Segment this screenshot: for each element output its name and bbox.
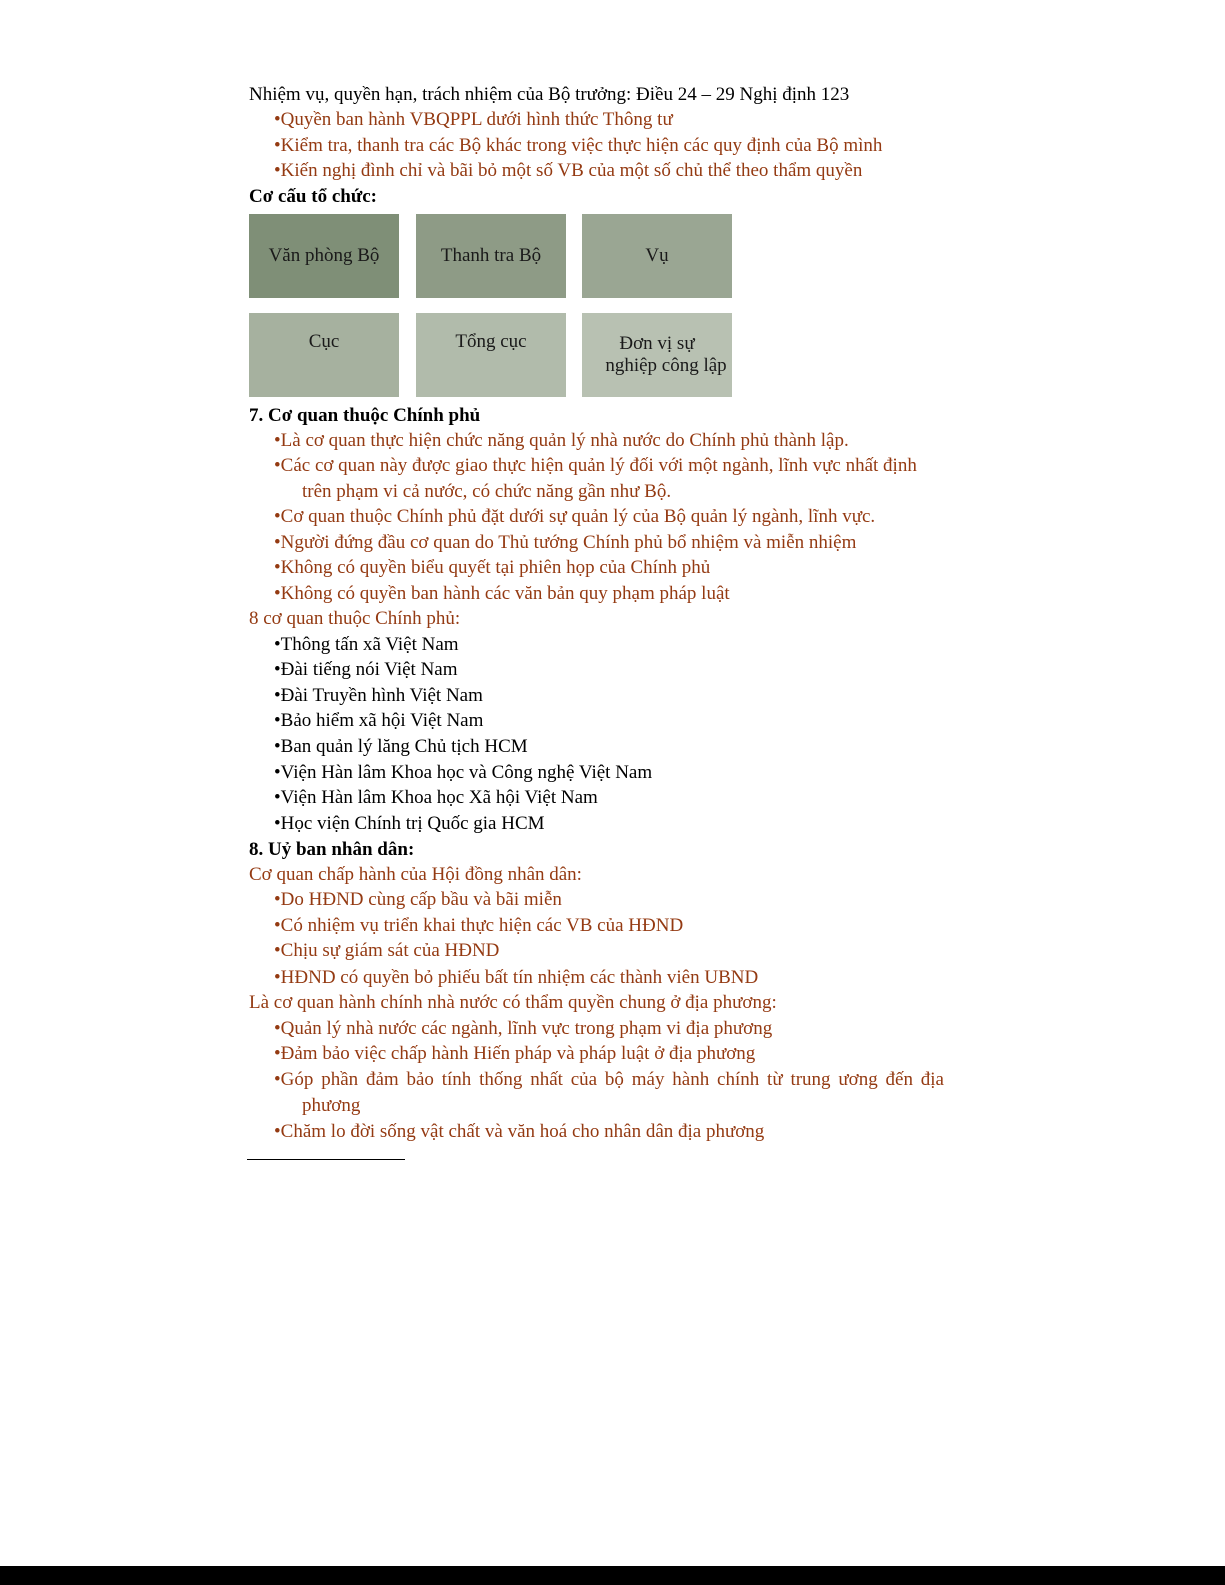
section-7-item: • Không có quyền biểu quyết tại phiên họp của Chính phủ [274, 556, 710, 580]
executive-item: • Có nhiệm vụ triển khai thực hiện các VB của HĐND [274, 914, 683, 938]
structure-title: Cơ cấu tổ chức: [249, 186, 377, 207]
agency-item: • Bảo hiểm xã hội Việt Nam [274, 709, 483, 733]
section-7-item-continuation: trên phạm vi cả nước, có chức năng gần như Bộ. [302, 481, 672, 502]
admin-item: • Chăm lo đời sống vật chất và văn hoá cho nhân dân địa phương [274, 1120, 764, 1144]
structure-box-cuc: Cục [249, 313, 399, 397]
structure-box-vu: Vụ [582, 214, 732, 298]
footnote-separator [247, 1159, 405, 1160]
admin-item: • Quản lý nhà nước các ngành, lĩnh vực trong phạm vi địa phương [274, 1017, 772, 1041]
section-7-item: • Cơ quan thuộc Chính phủ đặt dưới sự quản lý của Bộ quản lý ngành, lĩnh vực. [274, 505, 875, 529]
section-7-item: • Các cơ quan này được giao thực hiện quản lý đối với một ngành, lĩnh vực nhất định [274, 454, 917, 478]
admin-item-continuation: phương [302, 1095, 361, 1116]
page-bottom-edge [0, 1566, 1225, 1585]
minister-duty-item: • Quyền ban hành VBQPPL dưới hình thức Thông tư [274, 108, 673, 132]
structure-box-thanh-tra-bo: Thanh tra Bộ [416, 214, 566, 298]
executive-item: • HĐND có quyền bỏ phiếu bất tín nhiệm các thành viên UBND [274, 966, 758, 990]
minister-duty-item: • Kiểm tra, thanh tra các Bộ khác trong việc thực hiện các quy định của Bộ mình [274, 134, 882, 158]
executive-item: • Do HĐND cùng cấp bầu và bãi miễn [274, 888, 562, 912]
admin-item: • Đảm bảo việc chấp hành Hiến pháp và pháp luật ở địa phương [274, 1042, 755, 1066]
structure-box-van-phong-bo: Văn phòng Bộ [249, 214, 399, 298]
agency-item: • Ban quản lý lăng Chủ tịch HCM [274, 735, 528, 759]
minister-duty-item: • Kiến nghị đình chỉ và bãi bỏ một số VB của một số chủ thể theo thẩm quyền [274, 159, 862, 183]
structure-box-don-vi-su-nghiep: Đơn vị sự nghiệp công lập [582, 313, 732, 397]
section-7-title: 7. Cơ quan thuộc Chính phủ [249, 405, 481, 426]
executive-title: Cơ quan chấp hành của Hội đồng nhân dân: [249, 864, 582, 885]
section-7-item: • Không có quyền ban hành các văn bản quy phạm pháp luật [274, 582, 730, 606]
admin-title: Là cơ quan hành chính nhà nước có thẩm quyền chung ở địa phương: [249, 992, 777, 1013]
admin-item: • Góp phần đảm bảo tính thống nhất của bộ máy hành chính từ trung ương đến địa [274, 1068, 944, 1092]
minister-duties-heading: Nhiệm vụ, quyền hạn, trách nhiệm của Bộ trưởng: Điều 24 – 29 Nghị định 123 [249, 84, 850, 105]
section-8-title: 8. Uỷ ban nhân dân: [249, 839, 415, 860]
section-7-item: • Là cơ quan thực hiện chức năng quản lý nhà nước do Chính phủ thành lập. [274, 429, 849, 453]
section-7-item: • Người đứng đầu cơ quan do Thủ tướng Chính phủ bổ nhiệm và miễn nhiệm [274, 531, 856, 555]
agency-item: • Đài Truyền hình Việt Nam [274, 684, 483, 708]
agency-item: • Đài tiếng nói Việt Nam [274, 658, 458, 682]
executive-item: • Chịu sự giám sát của HĐND [274, 939, 499, 963]
agency-item: • Học viện Chính trị Quốc gia HCM [274, 812, 545, 836]
agency-item: • Thông tấn xã Việt Nam [274, 633, 459, 657]
agency-item: • Viện Hàn lâm Khoa học Xã hội Việt Nam [274, 786, 598, 810]
agencies-title: 8 cơ quan thuộc Chính phủ: [249, 608, 461, 629]
agency-item: • Viện Hàn lâm Khoa học và Công nghệ Việt Nam [274, 761, 652, 785]
structure-box-tong-cuc: Tổng cục [416, 313, 566, 397]
